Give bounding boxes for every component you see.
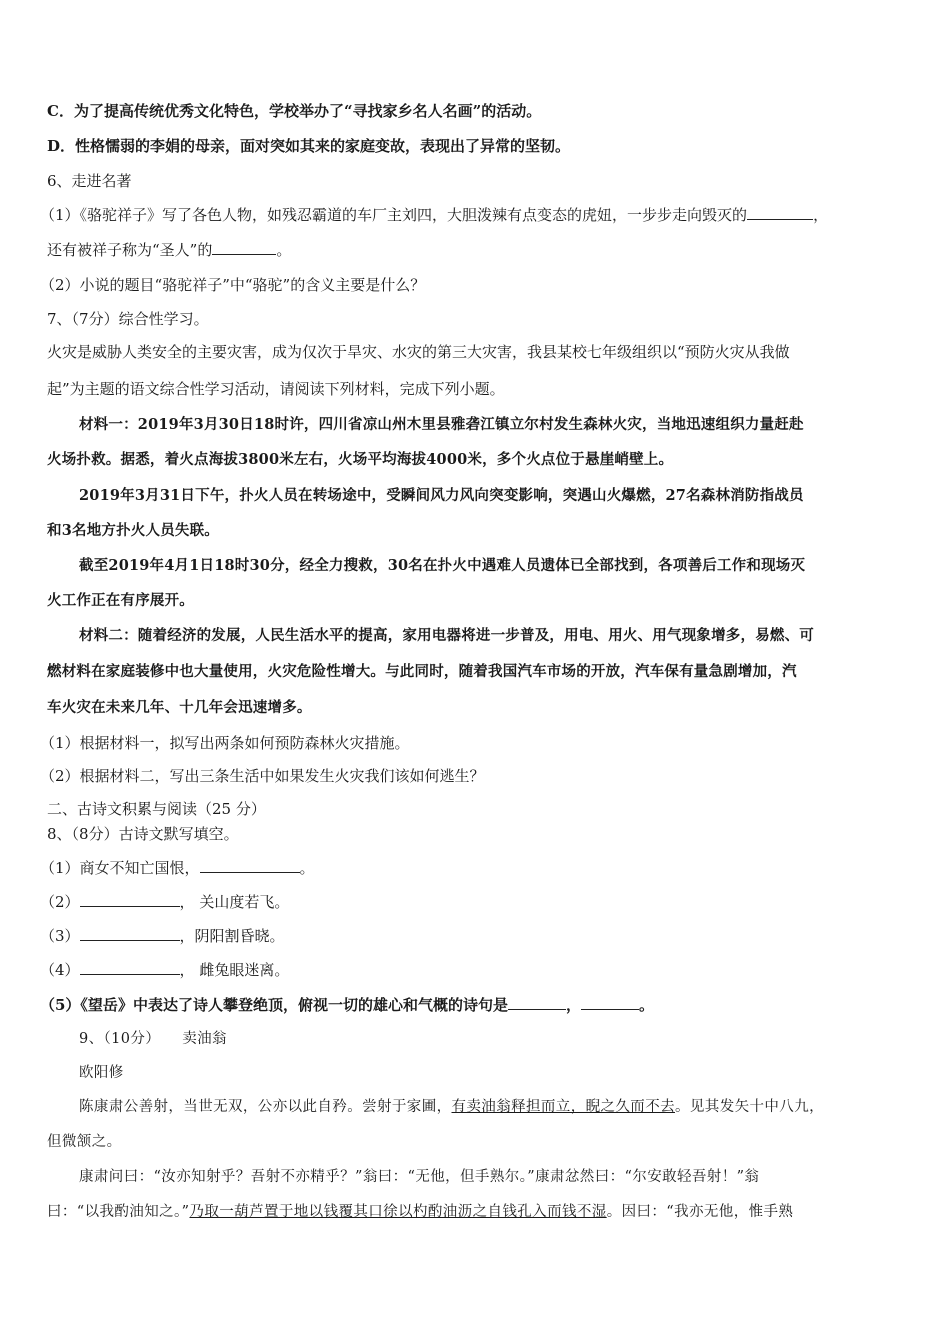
q6-part2: （2）小说的题目“骆驼祥子”中“骆驼”的含义主要是什么？ (40, 276, 426, 294)
material1-line2: 火场扑救。据悉，着火点海拔3800米左右，火场平均海拔4000米，多个火点位于悬崖峭壁上。 (47, 451, 674, 468)
q8-line5-text: （5）《望岳》中表达了诗人攀登绝顶，俯视一切的雄心和气概的诗句是 (40, 996, 508, 1014)
text: 曰：“以我酌油知之。” (47, 1204, 190, 1220)
option-c: C．为了提高传统优秀文化特色，学校举办了“寻找家乡名人名画”的活动。 (47, 102, 542, 120)
q6-part1-line2 (47, 240, 291, 260)
option-d: D．性格懦弱的李娟的母亲，面对突如其来的家庭变故，表现出了异常的坚韧。 (47, 137, 571, 155)
punct: 。 (638, 996, 654, 1014)
q8-title: 8、（8分）古诗文默写填空。 (47, 825, 239, 843)
text: 陈康肃公善射，当世无双，公亦以此自矜。尝射于家圃， (79, 1099, 452, 1115)
answer-blank[interactable] (212, 240, 276, 255)
q8-line5 (40, 995, 654, 1015)
material1-line1: 材料一：2019年3月30日18时许，四川省凉山州木里县雅砻江镇立尔村发生森林火灾，当地迅速组织力量赶赴 (79, 416, 804, 433)
q8-line4 (40, 960, 289, 980)
q7-sub1: （1）根据材料一，拟写出两条如何预防森林火灾措施。 (40, 734, 410, 752)
q6-title: 6、走进名著 (47, 172, 132, 190)
answer-blank[interactable] (200, 858, 300, 873)
material1-line5: 截至2019年4月1日18时30分，经全力搜救，30名在扑火中遇难人员遗体已全部找到，各项善后工作和现场灭 (79, 557, 806, 574)
punct: 。 (299, 859, 315, 877)
text: 。见其发矢十中八九， (675, 1099, 824, 1115)
punct: ， (565, 996, 581, 1014)
q8-line2 (40, 892, 289, 912)
answer-blank[interactable] (80, 892, 180, 907)
material1-line4: 和3名地方扑火人员失联。 (47, 522, 219, 539)
section-2-heading: 二、古诗文积累与阅读（25 分） (47, 800, 266, 818)
material2-line1: 材料二：随着经济的发展，人民生活水平的提高，家用电器将进一步普及，用电、用火、用气现象增多，易燃、可 (79, 627, 814, 644)
q8-line3 (40, 926, 285, 946)
q9-para2-line2 (47, 1202, 793, 1222)
q9-text-title: 卖油翁 (182, 1031, 227, 1047)
q9-para1-line2: 但微颔之。 (47, 1134, 122, 1150)
q8-line1-text: （1）商女不知亡国恨， (40, 859, 200, 877)
q6-part1-text2: 还有被祥子称为“圣人”的 (47, 241, 213, 259)
answer-blank[interactable] (508, 995, 566, 1010)
q8-line2-num: （2） (40, 893, 80, 911)
text: 。因曰：“我亦无他，惟手熟 (606, 1204, 794, 1220)
q8-line4-num: （4） (40, 961, 80, 979)
material1-line3: 2019年3月31日下午，扑火人员在转场途中，受瞬间风力风向突变影响，突遇山火爆燃，27名森林消防指战员 (79, 487, 804, 504)
underlined-sentence: 乃取一葫芦置于地以钱覆其口徐以杓酌油沥之自钱孔入而钱不湿 (189, 1204, 607, 1220)
q7-intro-line2: 起”为主题的语文综合性学习活动，请阅读下列材料，完成下列小题。 (47, 380, 505, 398)
material1-line6: 火工作正在有序展开。 (47, 592, 194, 609)
q7-title: 7、（7分）综合性学习。 (47, 310, 209, 328)
q6-part1-text: （1）《骆驼祥子》写了各色人物，如残忍霸道的车厂主刘四，大胆泼辣有点变态的虎妞，一步步走向毁灭的 (40, 206, 748, 224)
answer-blank[interactable] (581, 995, 639, 1010)
q8-line3-num: （3） (40, 927, 80, 945)
q8-line1 (40, 858, 315, 878)
material2-line3: 车火灾在未来几年、十几年会迅速增多。 (47, 699, 312, 716)
punct: ， (813, 206, 829, 224)
q9-title (79, 1029, 227, 1049)
q7-intro-line1: 火灾是威胁人类安全的主要灾害，成为仅次于旱灾、水灾的第三大灾害，我县某校七年级组织以“预防火灾从我做 (47, 343, 790, 361)
material2-line2: 燃材料在家庭装修中也大量使用，火灾危险性增大。与此同时，随着我国汽车市场的开放，汽车保有量急剧增加，汽 (47, 663, 797, 680)
q8-line3-text: ，阴阳割昏晓。 (179, 927, 285, 945)
q8-line4-text: ， 雌兔眼迷离。 (179, 961, 290, 979)
answer-blank[interactable] (747, 205, 813, 220)
q9-para2-line1: 康肃问曰：“汝亦知射乎？吾射不亦精乎？”翁曰：“无他，但手熟尔。”康肃忿然曰：“尔安敢轻吾射！”翁 (79, 1169, 760, 1185)
q8-line2-text: ， 关山度若飞。 (179, 893, 290, 911)
answer-blank[interactable] (80, 960, 180, 975)
q6-part1-line1 (40, 205, 828, 225)
q7-sub2: （2）根据材料二，写出三条生活中如果发生火灾我们该如何逃生？ (40, 767, 485, 785)
q9-para1-line1 (79, 1097, 824, 1117)
answer-blank[interactable] (80, 926, 180, 941)
q9-number: 9、（10分） (79, 1031, 161, 1047)
underlined-sentence: 有卖油翁释担而立，睨之久而不去 (451, 1099, 675, 1115)
punct: 。 (276, 241, 292, 259)
q9-author: 欧阳修 (79, 1065, 124, 1081)
